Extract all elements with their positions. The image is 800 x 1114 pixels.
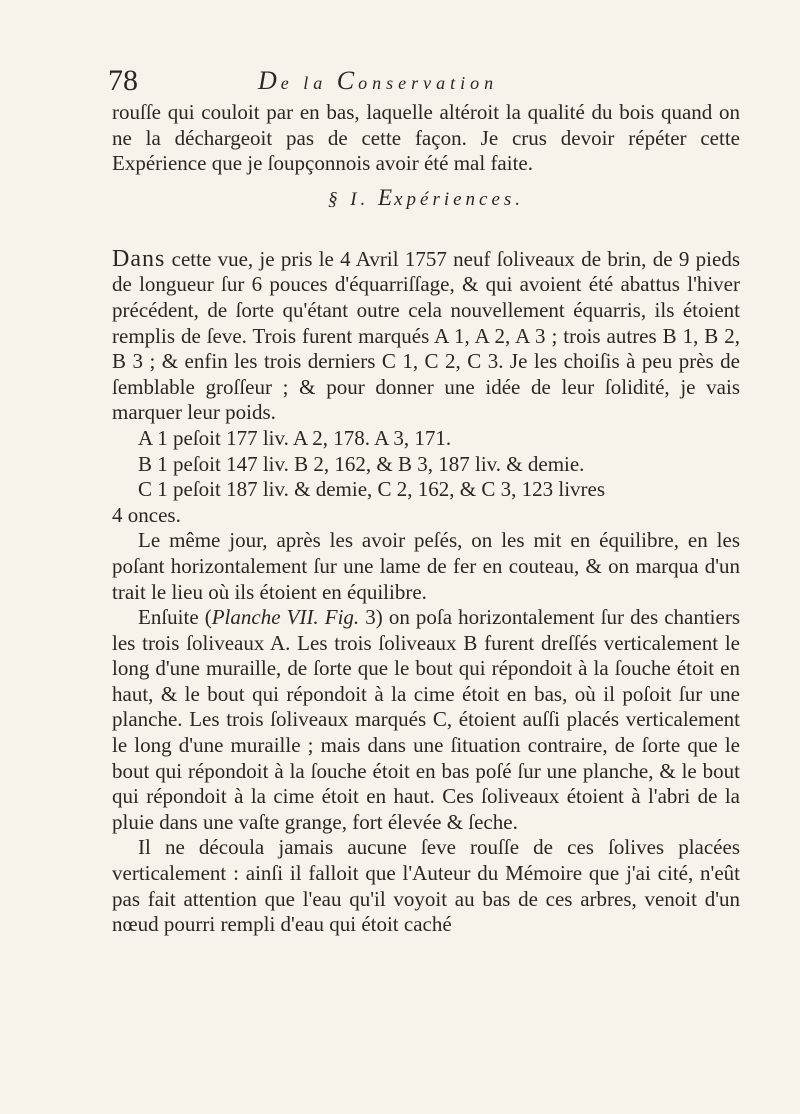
section-title-rest: xpériences. [394,188,525,210]
running-title [258,66,498,98]
weight-line-c: C 1 peſoit 187 liv. & demie, C 2, 162, & C 3, 123 livres [138,477,606,502]
page-header [108,64,740,97]
paragraph-experiment-setup [112,247,740,426]
paragraph-body: cette vue, je pris le 4 Avril 1757 neuf ſoliveaux de brin, de 9 pieds de longueur ſur 6 pouces d'équarriſſage, & qui avoient été abattus l'hiver précédent, de ſorte qu'étant outre cela nouvellement équarris, ils étoient remplis de ſeve. Trois furent marqués A 1, A 2, A 3 ; trois autres B 1, B 2, B 3 ; & enfin les trois derniers C 1, C 2, C 3. Je les choiſis à peu près de ſemblable groſſeur ; & pour donner une idée de leur ſolidité, je vais marquer leur poids. [112,246,740,425]
running-title-e: e [280,73,304,93]
paragraph-equilibrium: Le même jour, après les avoir peſés, on les mit en équilibre, en les poſant horizontalement ſur une lame de fer en couteau, & on marqua d'un trait le lieu où ils étoient en équilibre. [112,528,740,604]
placement-text-b: 3) on poſa horizontalement ſur des chantiers les trois ſoliveaux A. Les trois ſoliveaux B furent dreſſés verticalement le long d'une muraille, de ſorte que le bout qui répondoit à la ſouche étoit en haut, & le bout qui répondoit à la cime étoit en bas, où il poſoit ſur une planche. Les trois ſoliveaux marqués C, étoient auſſi placés verticalement le long d'une muraille ; mais dans une ſituation contraire, de ſorte que le bout qui répondoit à la ſouche étoit en bas poſé ſur une planche, & le bout qui répondoit à la cime étoit en haut. Ces ſoliveaux étoient à l'abri de la pluie dans une vaſte grange, fort élevée & ſeche. [112,605,740,834]
running-title-la: la [303,73,337,93]
section-title-initial: E [378,184,395,210]
section-heading [112,185,740,211]
page-number: 78 [108,64,138,97]
plate-reference: Planche VII. Fig. [211,605,360,630]
running-title-d: D [258,66,281,95]
weight-line-a: A 1 peſoit 177 liv. A 2, 178. A 3, 171. [138,425,452,450]
weight-line-c-cont: 4 onces. [112,502,181,527]
section-mark: § I. [327,188,370,210]
running-title-c: C [336,66,359,95]
paragraph-lead-word: Dans [112,245,166,272]
placement-text-a: Enſuite ( [138,605,212,630]
weight-line-b: B 1 peſoit 147 liv. B 2, 162, & B 3, 187 liv. & demie. [138,451,585,476]
running-title-rest: onservation [358,73,499,93]
paragraph-continuation: rouſſe qui couloit par en bas, laquelle altéroit la qualité du bois quand on ne la déchargeoit pas de cette façon. Je crus devoir répéter cette Expérience que je ſoupçonnois avoir été mal faite. [112,100,740,176]
paragraph-conclusion: Il ne découla jamais aucune ſeve rouſſe de ces ſolives placées verticalement : ainſi il falloit que l'Auteur du Mémoire que j'ai cité, n'eût pas fait attention que l'eau qu'il voyoit au bas de ces arbres, venoit d'un nœud pourri rempli d'eau qui étoit caché [112,835,740,937]
weights-list [112,426,740,528]
paragraph-placement [112,605,740,835]
